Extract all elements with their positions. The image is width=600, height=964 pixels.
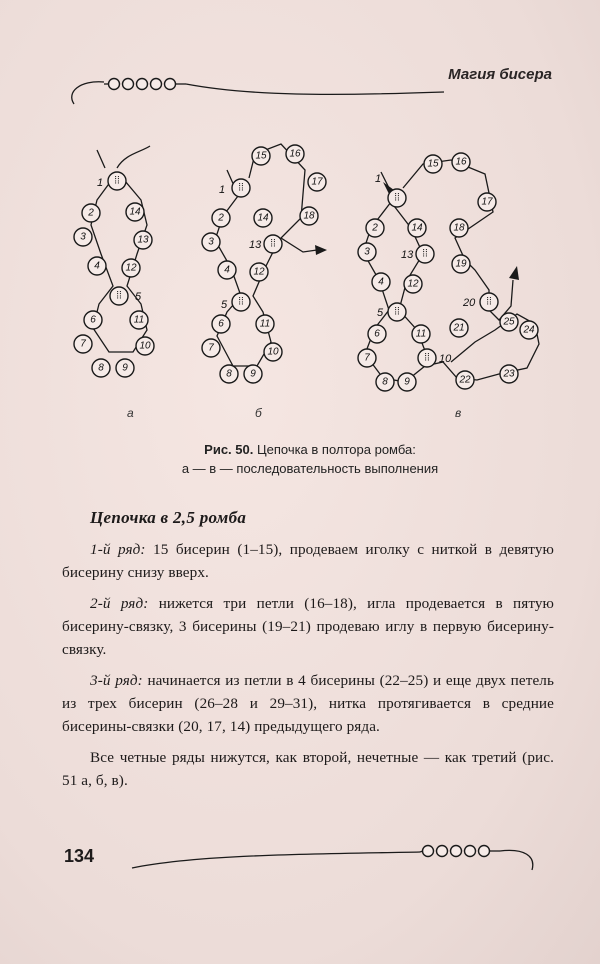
num-c-20: 20 <box>463 297 476 309</box>
bead-b-3: 3 <box>208 236 214 248</box>
svg-text:⁞⁞: ⁞⁞ <box>116 290 122 302</box>
paragraph-text: 15 бисерин (1–15), продеваем иголку с ниткой в девятую бисерину снизу вверх. <box>62 541 554 581</box>
bead-c-13 <box>416 245 434 263</box>
bead-c-7: 7 <box>364 352 370 364</box>
bead-b-13 <box>264 235 282 253</box>
svg-text:⁞⁞: ⁞⁞ <box>238 296 244 308</box>
bottom-ornament <box>0 830 600 890</box>
page-number: 134 <box>64 846 95 866</box>
num-c-10: 10 <box>439 353 452 365</box>
bead-b-2: 2 <box>218 212 224 224</box>
bead-b-7: 7 <box>208 342 214 354</box>
paragraph-text: нижется три петли (16–18), игла продевается в пятую бисерину-связку, 3 бисерины (19–21) продеваю иглу в первую бисерину-связку. <box>62 595 554 658</box>
bead-c-3: 3 <box>364 246 370 258</box>
bead-b-6: 6 <box>218 318 224 330</box>
bead-b-14: 14 <box>257 212 269 224</box>
bead-a-1 <box>108 172 126 190</box>
bead-b-11: 11 <box>259 318 271 330</box>
caption-description: а — в — последовательность выполнения <box>181 461 439 476</box>
bead-c-14: 14 <box>411 222 423 234</box>
paragraph-row-1 <box>62 538 554 584</box>
num-a-1: 1 <box>97 177 104 189</box>
paragraph-summary <box>62 746 554 792</box>
section-title: Цепочка в 2,5 ромба <box>90 508 247 527</box>
figure-caption <box>130 440 490 478</box>
paragraph-lead: 2-й ряд: <box>90 595 149 612</box>
bead-a-13: 13 <box>137 234 149 246</box>
bead-a-8: 8 <box>98 362 104 374</box>
sublabel-b: б <box>255 406 262 420</box>
num-c-1: 1 <box>375 173 382 185</box>
bead-b-4: 4 <box>224 264 230 276</box>
bead-c-18: 18 <box>453 222 465 234</box>
diagram-b <box>202 144 327 383</box>
bead-c-15: 15 <box>427 158 439 170</box>
num-c-5: 5 <box>377 307 384 319</box>
svg-text:⁞⁞: ⁞⁞ <box>424 352 430 364</box>
paragraph-lead: 3-й ряд: <box>90 672 143 689</box>
svg-text:⁞⁞: ⁞⁞ <box>270 238 276 250</box>
paragraph-row-2 <box>62 592 554 661</box>
num-b-13: 13 <box>249 239 262 251</box>
svg-text:⁞⁞: ⁞⁞ <box>114 175 120 187</box>
bead-c-4: 4 <box>378 276 384 288</box>
bead-b-15: 15 <box>255 150 267 162</box>
bead-c-2: 2 <box>372 222 378 234</box>
bead-c-1 <box>388 189 406 207</box>
bead-c-16: 16 <box>455 156 467 168</box>
bead-b-12: 12 <box>253 266 265 278</box>
sublabel-a: а <box>127 406 134 420</box>
svg-text:⁞⁞: ⁞⁞ <box>422 248 428 260</box>
bead-a-9: 9 <box>122 362 128 374</box>
bead-b-5 <box>232 293 250 311</box>
diagram-c <box>358 153 539 391</box>
bead-c-21: 21 <box>453 322 465 334</box>
bead-b-9: 9 <box>250 368 256 380</box>
bead-c-6: 6 <box>374 328 380 340</box>
bead-a-6: 6 <box>90 314 96 326</box>
bead-a-2: 2 <box>88 207 94 219</box>
bead-c-25: 25 <box>503 316 515 328</box>
bead-diagrams <box>55 130 555 430</box>
bead-b-1 <box>232 179 250 197</box>
svg-text:⁞⁞: ⁞⁞ <box>394 306 400 318</box>
bead-b-8: 8 <box>226 368 232 380</box>
running-title: Магия бисера <box>448 66 552 83</box>
bead-c-22: 22 <box>459 374 471 386</box>
bead-c-10 <box>418 349 436 367</box>
bead-a-11: 11 <box>133 314 145 326</box>
bead-a-14: 14 <box>129 206 141 218</box>
paragraph-text: начинается из петли в 4 бисерины (22–25) и еще двух петель из трех бисерин (26–28 и 29–31), нитка протягивается в средние бисерины-связки (20, 17, 14) предыдущего ряда. <box>62 672 554 735</box>
sublabel-c: в <box>455 406 462 420</box>
bead-c-9: 9 <box>404 376 410 388</box>
bead-b-18: 18 <box>303 210 315 222</box>
body-text <box>62 538 554 792</box>
bead-a-5 <box>110 287 128 305</box>
paragraph-text: Все четные ряды нижутся, как второй, нечетные — как третий (рис. 51 а, б, в). <box>62 749 554 789</box>
bead-c-17: 17 <box>481 196 493 208</box>
bead-c-5 <box>388 303 406 321</box>
bead-b-16: 16 <box>289 148 301 160</box>
bead-a-4: 4 <box>94 260 100 272</box>
bead-a-3: 3 <box>80 231 86 243</box>
num-b-1: 1 <box>219 184 226 196</box>
bead-c-8: 8 <box>382 376 388 388</box>
bead-b-17: 17 <box>311 176 323 188</box>
diagram-a <box>74 146 154 377</box>
svg-text:⁞⁞: ⁞⁞ <box>238 182 244 194</box>
num-a-5: 5 <box>135 291 142 303</box>
caption-title: Цепочка в полтора ромба: <box>256 442 416 457</box>
bead-c-19: 19 <box>455 258 467 270</box>
top-ornament <box>0 0 600 110</box>
bead-c-24: 24 <box>523 324 535 336</box>
bead-c-11: 11 <box>415 328 427 340</box>
bead-a-12: 12 <box>125 262 137 274</box>
bead-c-12: 12 <box>407 278 419 290</box>
bead-c-23: 23 <box>503 368 515 380</box>
num-c-13: 13 <box>401 249 414 261</box>
bead-a-7: 7 <box>80 338 86 350</box>
paragraph-row-3 <box>62 669 554 738</box>
svg-text:⁞⁞: ⁞⁞ <box>486 296 492 308</box>
num-b-5: 5 <box>221 299 228 311</box>
paragraph-lead: 1-й ряд: <box>90 541 146 558</box>
bead-diagram-figure <box>55 130 555 430</box>
bead-a-10: 10 <box>139 340 151 352</box>
svg-text:⁞⁞: ⁞⁞ <box>394 192 400 204</box>
bead-c-20 <box>480 293 498 311</box>
caption-label: Рис. 50. <box>204 442 254 457</box>
bead-b-10: 10 <box>267 346 279 358</box>
